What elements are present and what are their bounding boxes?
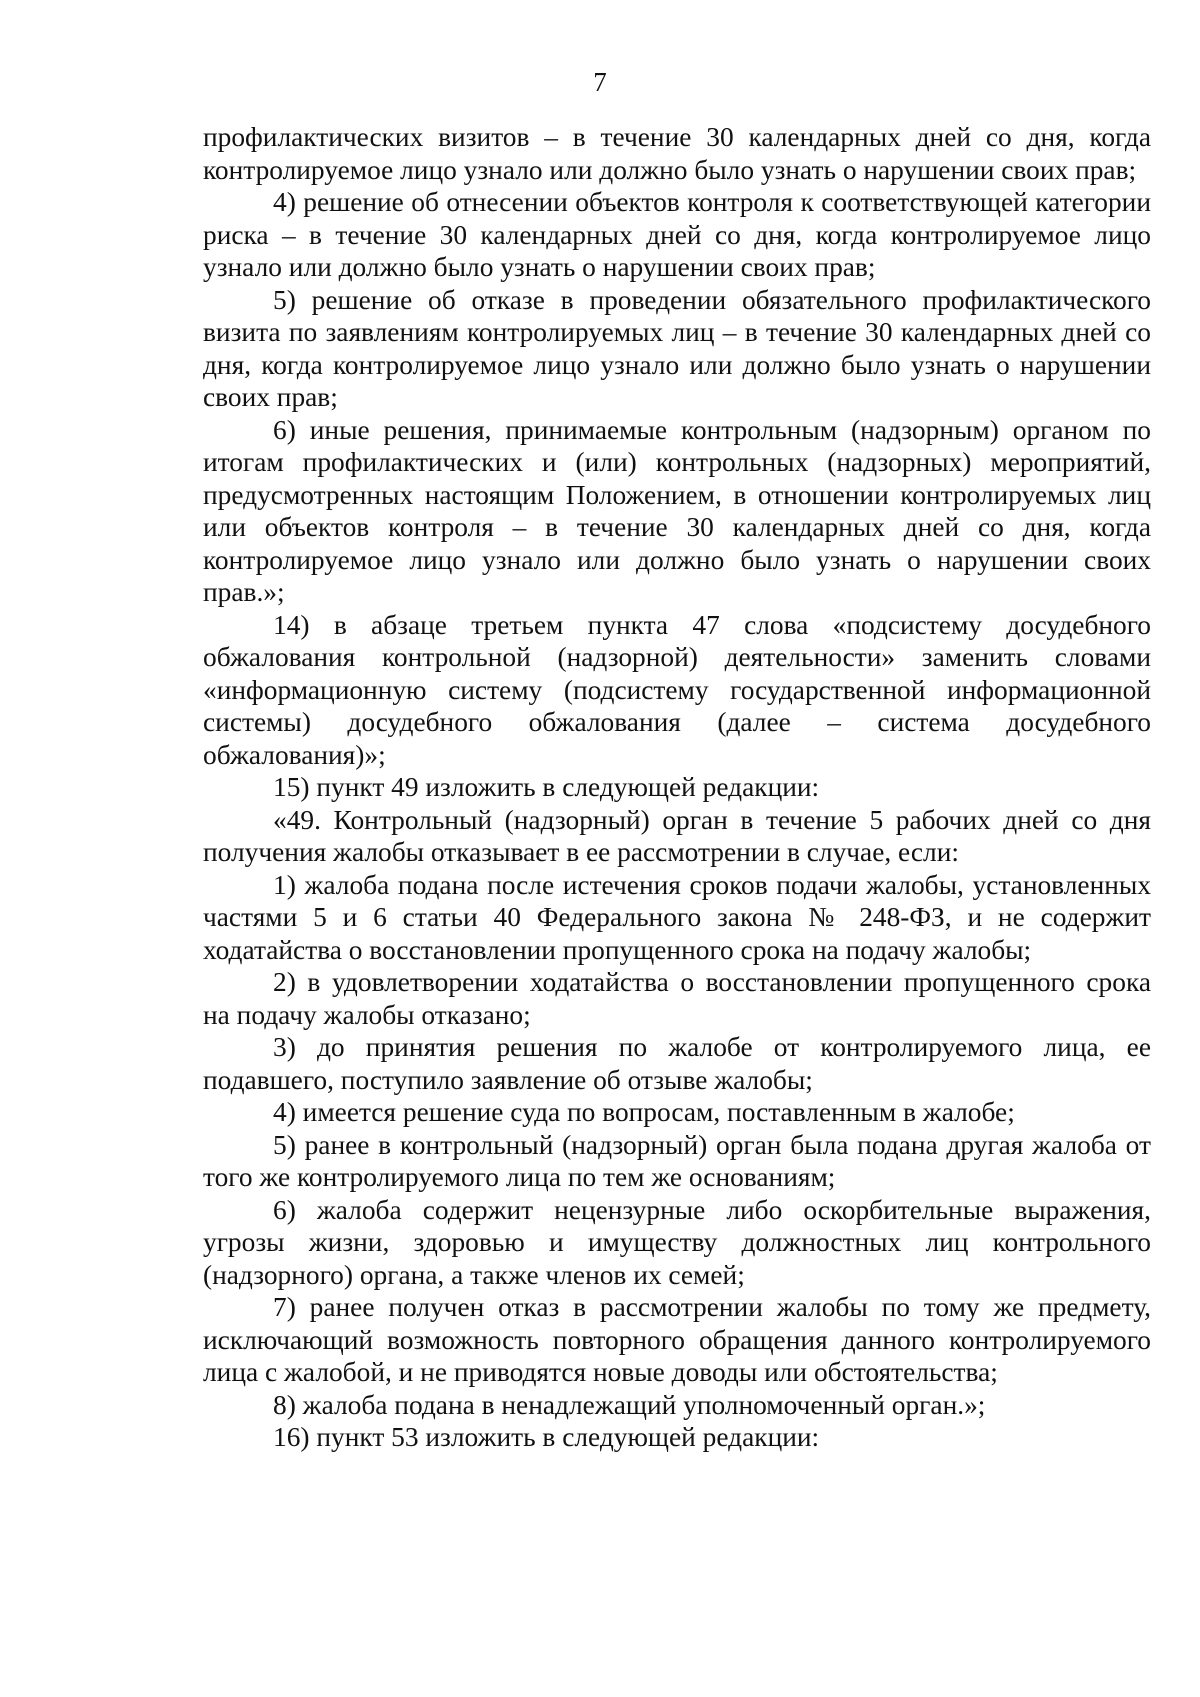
paragraph-subitem-7: 7) ранее получен отказ в рассмотрении жалобы по тому же предмету, исключающий возможность повторного обращения данного контролируемого лица с жалобой, и не приводятся новые доводы или обстоятельства; (203, 1292, 1151, 1387)
paragraph-subitem-3: 3) до принятия решения по жалобе от контролируемого лица, ее подавшего, поступило заявление об отзыве жалобы; (203, 1032, 1151, 1095)
paragraph-item-5: 5) решение об отказе в проведении обязательного профилактического визита по заявлениям контролируемых лиц – в течение 30 календарных дней со дня, когда контролируемое лицо узнало или должно было узнать о нарушении своих прав; (203, 284, 1151, 412)
paragraph-continuation: профилактических визитов – в течение 30 календарных дней со дня, когда контролируемое лицо узнало или должно было узнать о нарушении своих прав; (203, 122, 1151, 185)
paragraph-clause-49: «49. Контрольный (надзорный) орган в течение 5 рабочих дней со дня получения жалобы отказывает в ее рассмотрении в случае, если: (203, 804, 1151, 867)
paragraph-item-4: 4) решение об отнесении объектов контроля к соответствующей категории риска – в течение 30 календарных дней со дня, когда контролируемое лицо узнало или должно было узнать о нарушении своих прав; (203, 187, 1151, 282)
paragraph-subitem-4: 4) имеется решение суда по вопросам, поставленным в жалобе; (273, 1097, 1015, 1127)
paragraph-subitem-1: 1) жалоба подана после истечения сроков подачи жалобы, установленных частями 5 и 6 статьи 40 Федерального закона № 248-ФЗ, и не содержит ходатайства о восстановлении пропущенного срока на подачу жалобы; (203, 869, 1151, 965)
paragraph-item-14: 14) в абзаце третьем пункта 47 слова «подсистему досудебного обжалования контрольной (надзорной) деятельности» заменить словами «информационную систему (подсистему государственной информационной системы) досудебного обжалования (далее – система досудебного обжалования)»; (203, 609, 1151, 770)
paragraph-subitem-5: 5) ранее в контрольный (надзорный) орган была подана другая жалоба от того же контролируемого лица по тем же основаниям; (203, 1129, 1151, 1192)
paragraph-subitem-8: 8) жалоба подана в ненадлежащий уполномоченный орган.»; (273, 1389, 986, 1420)
paragraph-item-16: 16) пункт 53 изложить в следующей редакции: (273, 1422, 820, 1452)
page-number: 7 (593, 67, 607, 97)
paragraph-subitem-2: 2) в удовлетворении ходатайства о восстановлении пропущенного срока на подачу жалобы отказано; (203, 967, 1151, 1030)
paragraph-item-15: 15) пункт 49 изложить в следующей редакции: (273, 772, 820, 802)
paragraph-item-6: 6) иные решения, принимаемые контрольным (надзорным) органом по итогам профилактических и (или) контрольных (надзорных) мероприятий, предусмотренных настоящим Положением, в отношении контролируемых лиц или объектов контроля – в течение 30 календарных дней со дня, когда контролируемое лицо узнало или должно было узнать о нарушении своих прав.»; (203, 414, 1151, 607)
paragraph-subitem-6: 6) жалоба содержит нецензурные либо оскорбительные выражения, угрозы жизни, здоровью и имуществу должностных лиц контрольного (надзорного) органа, а также членов их семей; (203, 1194, 1151, 1290)
document-body (203, 121, 1151, 1454)
